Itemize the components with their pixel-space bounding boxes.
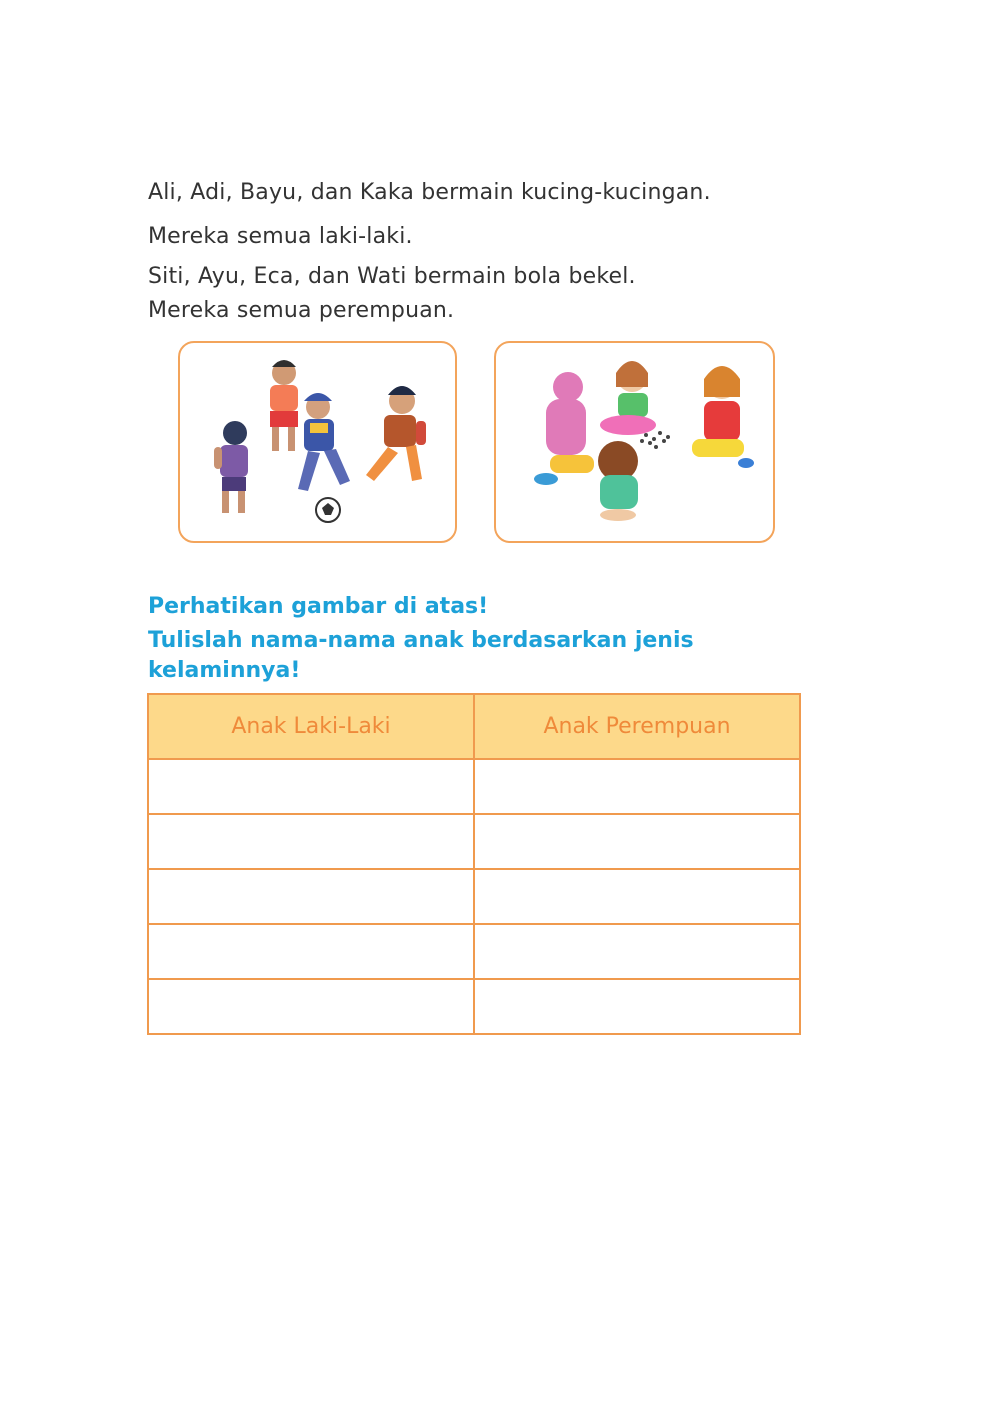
story-line-1: Ali, Adi, Bayu, dan Kaka bermain kucing-kucingan.: [148, 180, 711, 205]
story-line-2: Mereka semua laki-laki.: [148, 224, 413, 249]
table-row: [148, 924, 800, 979]
boy-figure: [214, 421, 248, 513]
table-row: [148, 869, 800, 924]
girls-playing-bekel-illustration: [496, 343, 773, 541]
girl-name-cell[interactable]: [474, 979, 800, 1034]
girl-figure: [692, 366, 754, 468]
story-line-3: Siti, Ayu, Eca, dan Wati bermain bola bekel.: [148, 264, 636, 289]
instruction-line-2: Tulislah nama-nama anak berdasarkan jenis: [148, 628, 694, 653]
table-row: [148, 814, 800, 869]
girl-name-cell[interactable]: [474, 869, 800, 924]
girl-figure: [534, 372, 594, 485]
boy-name-cell[interactable]: [148, 924, 474, 979]
table-row: [148, 979, 800, 1034]
boy-figure: [366, 386, 426, 481]
boy-name-cell[interactable]: [148, 869, 474, 924]
story-line-4: Mereka semua perempuan.: [148, 298, 455, 323]
header-boys: Anak Laki-Laki: [148, 694, 474, 759]
girl-name-cell[interactable]: [474, 759, 800, 814]
answer-table: [147, 693, 801, 1035]
girl-name-cell[interactable]: [474, 924, 800, 979]
girl-name-cell[interactable]: [474, 814, 800, 869]
header-girls: Anak Perempuan: [474, 694, 800, 759]
table-row: [148, 759, 800, 814]
girl-figure: [598, 441, 638, 521]
instruction-line-1: Perhatikan gambar di atas!: [148, 594, 489, 619]
boy-name-cell[interactable]: [148, 979, 474, 1034]
girls-illustration-frame: [494, 341, 775, 543]
boy-name-cell[interactable]: [148, 759, 474, 814]
boys-playing-ball-illustration: [180, 343, 455, 541]
bekel-pieces-icon: [640, 431, 670, 449]
boys-illustration-frame: [178, 341, 457, 543]
table-header-row: [148, 694, 800, 759]
boy-name-cell[interactable]: [148, 814, 474, 869]
boy-figure: [270, 360, 298, 451]
instruction-line-3: kelaminnya!: [148, 658, 301, 683]
soccer-ball-icon: [316, 498, 340, 522]
boy-figure: [298, 393, 350, 491]
girl-figure: [600, 361, 656, 435]
